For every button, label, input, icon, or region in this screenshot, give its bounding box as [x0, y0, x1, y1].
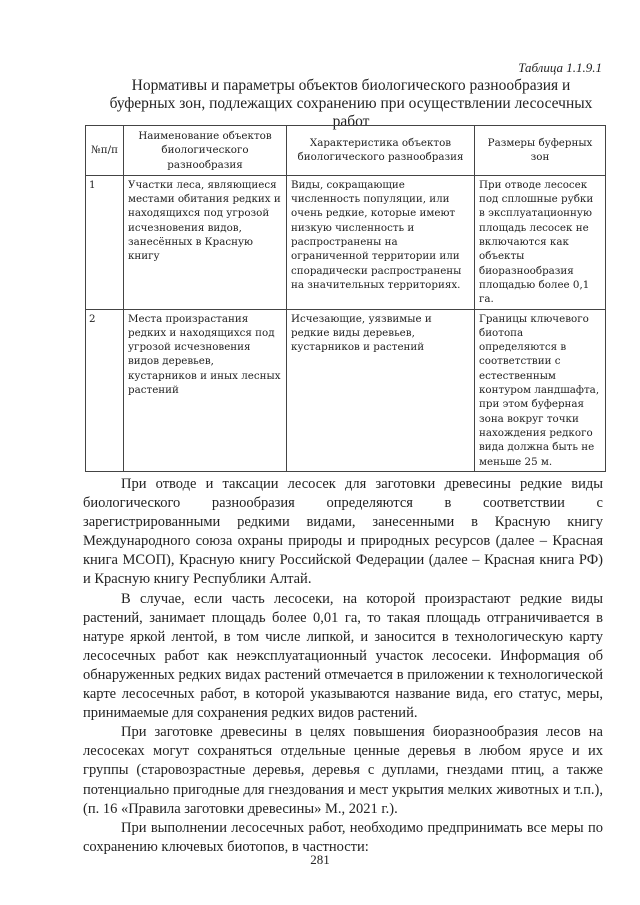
page-number: 281 [310, 852, 330, 867]
cell-num: 1 [86, 175, 124, 309]
paragraph: При отводе и таксации лесосек для заготовки древесины редкие виды биологического разнообразия определяются в соответствии с зарегистрированными редкими видами, занесенными в Красную книгу Международного союза охраны природы и природных ресурсов (далее – Красная книга МСОП), Красную книгу Российской Федерации (далее – Красная книга РФ) и Красную книгу Республики Алтай. [83, 476, 603, 588]
cell-name: Участки леса, являющиеся местами обитания редких и находящихся под угрозой исчезновения видов, занесённых в Красную книгу [124, 175, 287, 309]
cell-name: Места произрастания редких и находящихся под угрозой исчезновения видов деревьев, кустарников и иных лесных растений [124, 309, 287, 471]
header-name: Наименование объектов биологического разнообразия [124, 126, 287, 176]
cell-characteristic: Виды, сокращающие численность популяции, или очень редкие, которые имеют низкую численность и распространены на ограниченной территории или спорадически распространены на значительных территориях. [287, 175, 475, 309]
table-row [86, 309, 606, 471]
header-buffer: Размеры буферных зон [475, 126, 606, 176]
biodiversity-table [85, 125, 606, 472]
header-num: №п/п [86, 126, 124, 176]
paragraph: При выполнении лесосечных работ, необходимо предпринимать все меры по сохранению ключевых биотопов, в частности: [83, 819, 603, 855]
table-title: Нормативы и параметры объектов биологического разнообразия и буферных зон, подлежащих сохранению при осуществлении лесосечных работ [109, 77, 593, 130]
paragraph: В случае, если часть лесосеки, на которой произрастают редкие виды растений, занимает площадь более 0,01 га, то такая площадь отграничивается в натуре яркой лентой, в том числе липкой, и заносится в технологическую карту лесосечных работ как неэксплуатационный участок лесосеки. Информация об обнаруженных редких видах растений отмечается в приложении к технологической карте лесосечных работ, в которой указываются название вида, его статус, меры, принимаемые для сохранения редких видов растений. [83, 590, 603, 722]
cell-num: 2 [86, 309, 124, 471]
header-characteristic: Характеристика объектов биологического разнообразия [287, 126, 475, 176]
paragraph: При заготовке древесины в целях повышения биоразнообразия лесов на лесосеках могут сохраняться отдельные ценные деревья в любом ярусе и их группы (старовозрастные деревья, деревья с дуплами, гнездами птиц, а также потенциально пригодные для гнездования и мест укрытия мелких животных и т.п.), (п. 16 «Правила заготовки древесины» М., 2021 г.). [83, 724, 603, 817]
body-text [83, 475, 603, 857]
table-header-row [86, 126, 606, 176]
cell-characteristic: Исчезающие, уязвимые и редкие виды деревьев, кустарников и растений [287, 309, 475, 471]
table-row [86, 175, 606, 309]
cell-buffer: При отводе лесосек под сплошные рубки в эксплуатационную площадь лесосек не включаются как объекты биоразнообразия площадью более 0,1 га. [475, 175, 606, 309]
table-caption: Таблица 1.1.9.1 [518, 60, 602, 75]
cell-buffer: Границы ключевого биотопа определяются в соответствии с естественным контуром ландшафта, при этом буферная зона вокруг точки нахождения редкого вида должна быть не меньше 25 м. [475, 309, 606, 471]
